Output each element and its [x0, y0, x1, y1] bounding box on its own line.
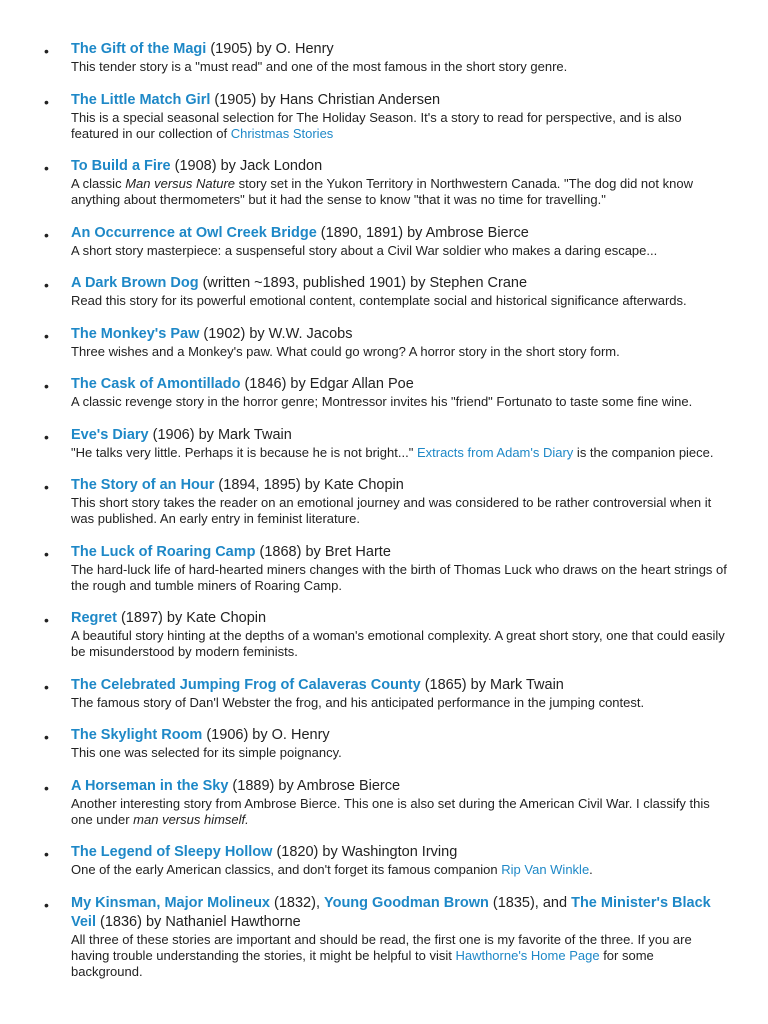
story-meta: (1906) by O. Henry	[202, 727, 330, 743]
description-text: A beautiful story hinting at the depths of a woman's emotional complexity. A great short story, one that could easily be misunderstood by modern feminists.	[71, 628, 725, 659]
story-title-link[interactable]: A Dark Brown Dog	[71, 275, 199, 291]
my-kinsman-major-molineux-title-link[interactable]: My Kinsman, Major Molineux	[71, 894, 270, 911]
story-item	[44, 476, 728, 527]
story-item	[44, 91, 728, 142]
bullet-icon: •	[44, 545, 49, 562]
story-meta: (1905) by O. Henry	[206, 41, 334, 57]
hawthorne-s-home-page-link[interactable]: Hawthorne's Home Page	[455, 947, 600, 963]
story-description	[71, 59, 728, 75]
description-text: story set in the Yukon Territory in Northwestern Canada. "The dog did not know anything about thermometers" but it had the sense to know "that it was no time for travelling."	[71, 176, 693, 207]
story-heading	[71, 894, 728, 932]
story-description	[71, 862, 728, 878]
rip-van-winkle-link[interactable]: Rip Van Winkle	[501, 862, 590, 877]
story-item	[44, 777, 728, 828]
christmas-stories-link[interactable]: Christmas Stories	[230, 125, 334, 141]
bullet-icon: •	[44, 43, 49, 59]
story-title-link[interactable]: The Legend of Sleepy Hollow	[71, 844, 273, 860]
bullet-icon: •	[44, 678, 49, 695]
bullet-icon: •	[44, 779, 49, 796]
description-text: Another interesting story from Ambrose Bierce. This one is also set during the American Civil War. I classify this one under	[71, 795, 710, 827]
story-item	[44, 40, 728, 75]
story-title-link[interactable]: The Gift of the Magi	[71, 41, 207, 57]
bullet-icon: •	[44, 729, 49, 745]
description-text: The hard-luck life of hard-hearted miners changes with the birth of Thomas Luck who draws on the heart strings of the rough and tumble miners of Roaring Camp.	[71, 561, 727, 593]
story-meta: (1890, 1891) by Ambrose Bierce	[316, 224, 529, 241]
story-item	[44, 375, 728, 410]
story-description	[71, 695, 728, 711]
story-title-link[interactable]: Eve's Diary	[71, 426, 149, 443]
bullet-icon: •	[44, 428, 49, 445]
story-heading	[71, 609, 728, 628]
story-meta: (1836) by Nathaniel Hawthorne	[96, 913, 301, 930]
story-meta: (1906) by Mark Twain	[148, 426, 292, 443]
description-text: for some background.	[71, 947, 654, 979]
story-description	[71, 628, 728, 660]
story-item	[44, 676, 728, 711]
story-item	[44, 843, 728, 878]
story-meta: (1908) by Jack London	[170, 158, 323, 174]
story-item-hawthorne	[44, 894, 728, 980]
bullet-icon: •	[44, 896, 49, 913]
story-description	[71, 495, 728, 527]
description-text: A classic	[71, 176, 126, 191]
story-item	[44, 274, 728, 309]
story-item	[44, 157, 728, 208]
story-description	[71, 796, 728, 828]
description-text: is the companion piece.	[573, 444, 714, 460]
story-meta: (1889) by Ambrose Bierce	[228, 777, 401, 794]
story-item	[44, 224, 728, 259]
story-title-link[interactable]: The Celebrated Jumping Frog of Calaveras County	[71, 676, 421, 693]
description-text: "He talks very little. Perhaps it is because he is not bright..."	[71, 444, 417, 460]
story-title-link[interactable]: The Little Match Girl	[71, 91, 211, 108]
bullet-icon: •	[44, 160, 49, 176]
story-title-link[interactable]: The Story of an Hour	[71, 477, 215, 493]
extracts-from-adam-s-diary-link[interactable]: Extracts from Adam's Diary	[416, 444, 574, 460]
bullet-icon: •	[44, 93, 49, 110]
story-item	[44, 543, 728, 594]
story-heading	[71, 676, 728, 695]
story-description	[71, 176, 728, 208]
emphasis-text: Man versus Nature	[125, 176, 236, 191]
story-heading	[71, 157, 728, 176]
story-heading	[71, 274, 728, 293]
story-description	[71, 562, 728, 594]
story-meta: (1905) by Hans Christian Andersen	[210, 91, 441, 108]
story-description	[71, 344, 728, 360]
description-text: This short story takes the reader on an emotional journey and was considered to be rather controversial when it was published. An early entry in feminist literature.	[71, 495, 712, 526]
description-text: A classic revenge story in the horror genre; Montressor invites his "friend" Fortunato to taste some fine wine.	[71, 394, 693, 409]
story-item	[44, 426, 728, 461]
story-item	[44, 726, 728, 761]
bullet-icon: •	[44, 846, 49, 862]
story-meta: (1865) by Mark Twain	[420, 676, 564, 693]
story-meta: (written ~1893, published 1901) by Stephen Crane	[198, 275, 528, 291]
story-heading	[71, 726, 728, 745]
story-meta: (1902) by W.W. Jacobs	[199, 325, 353, 342]
story-title-link[interactable]: The Luck of Roaring Camp	[71, 543, 256, 560]
story-heading	[71, 40, 728, 59]
story-heading	[71, 476, 728, 495]
story-item	[44, 609, 728, 660]
story-description	[71, 293, 728, 309]
young-goodman-brown-title-link[interactable]: Young Goodman Brown	[324, 894, 489, 911]
description-text: This is a special seasonal selection for The Holiday Season. It's a story to read for perspective, and is also featured in our collection of	[71, 109, 682, 141]
story-meta: (1897) by Kate Chopin	[116, 610, 267, 626]
bullet-icon: •	[44, 378, 49, 394]
story-item	[44, 325, 728, 360]
story-heading	[71, 375, 728, 394]
story-description	[71, 243, 728, 259]
story-description	[71, 445, 728, 461]
story-description	[71, 932, 728, 980]
story-description	[71, 394, 728, 410]
story-title-link[interactable]: To Build a Fire	[71, 158, 171, 174]
bullet-icon: •	[44, 612, 49, 628]
story-title-link[interactable]: Regret	[71, 610, 117, 626]
description-text: This tender story is a "must read" and one of the most famous in the short story genre.	[71, 59, 568, 74]
description-text: This one was selected for its simple poignancy.	[71, 745, 342, 760]
story-title-link[interactable]: The Skylight Room	[71, 727, 203, 743]
story-meta: (1868) by Bret Harte	[255, 543, 391, 560]
story-description	[71, 745, 728, 761]
description-text: All three of these stories are important and should be read, the first one is my favorite of the three. If you are having trouble understanding the stories, it might be helpful to visit	[71, 931, 692, 963]
story-heading	[71, 543, 728, 562]
story-heading	[71, 224, 728, 243]
description-text: Read this story for its powerful emotional content, contemplate social and historical significance afterwards.	[71, 293, 687, 308]
description-text: .	[589, 862, 593, 877]
story-meta: (1820) by Washington Irving	[272, 844, 458, 860]
bullet-icon: •	[44, 226, 49, 243]
story-heading	[71, 91, 728, 110]
story-meta: (1832),	[270, 894, 324, 911]
story-meta: (1835), and	[488, 894, 572, 911]
story-heading	[71, 426, 728, 445]
story-heading	[71, 325, 728, 344]
description-text: A short story masterpiece: a suspenseful story about a Civil War soldier who makes a daring escape...	[71, 242, 658, 258]
story-title-link[interactable]: An Occurrence at Owl Creek Bridge	[71, 224, 317, 241]
bullet-icon: •	[44, 277, 49, 293]
story-heading	[71, 843, 728, 862]
bullet-icon: •	[44, 327, 49, 344]
emphasis-text: man versus himself.	[133, 811, 249, 827]
description-text: Three wishes and a Monkey's paw. What could go wrong? A horror story in the short story form.	[71, 343, 620, 359]
story-title-link[interactable]: The Cask of Amontillado	[71, 376, 241, 392]
story-meta: (1846) by Edgar Allan Poe	[240, 376, 414, 392]
bullet-icon: •	[44, 479, 49, 495]
story-heading	[71, 777, 728, 796]
description-text: One of the early American classics, and don't forget its famous companion	[71, 862, 502, 877]
story-title-link[interactable]: A Horseman in the Sky	[71, 777, 229, 794]
story-description	[71, 110, 728, 142]
the-minister-s-black-veil-title-link[interactable]: The Minister's Black Veil	[71, 894, 711, 930]
story-meta: (1894, 1895) by Kate Chopin	[214, 477, 404, 493]
story-title-link[interactable]: The Monkey's Paw	[71, 325, 200, 342]
description-text: The famous story of Dan'l Webster the frog, and his anticipated performance in the jumping contest.	[71, 694, 645, 710]
